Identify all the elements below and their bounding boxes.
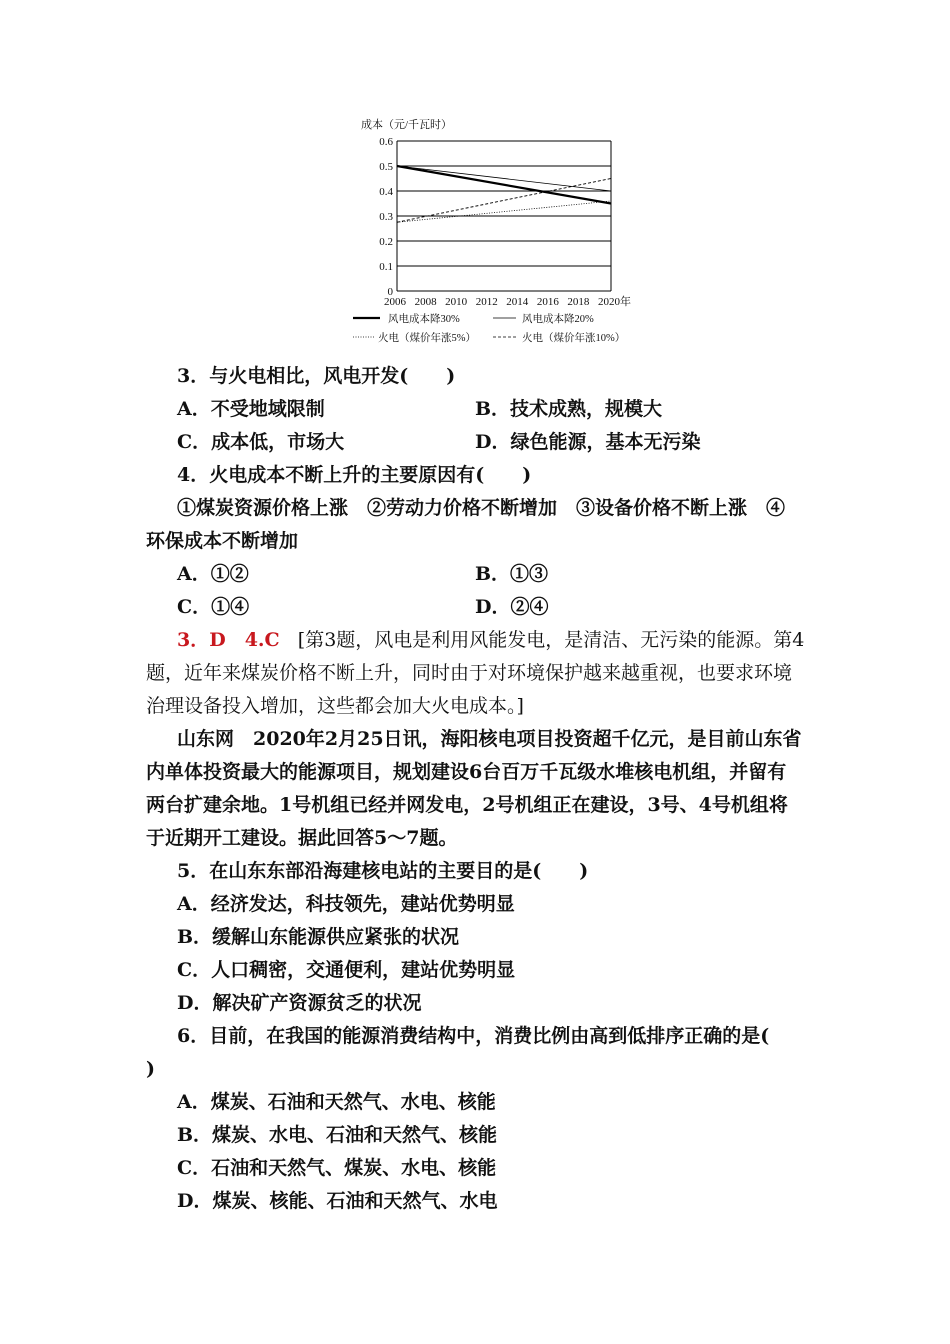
legend-label-wind-30: 风电成本降30%	[388, 314, 460, 325]
q5-option-a: A．经济发达，科技领先，建站优势明显	[177, 893, 515, 915]
x-tick-2014: 2014	[506, 296, 529, 308]
y-tick-0.4: 0.4	[379, 186, 393, 198]
legend-label-thermal-10: 火电（煤价年涨10%）	[522, 333, 626, 344]
chart-series	[397, 166, 611, 222]
q4-items-line2: 环保成本不断增加	[146, 530, 299, 552]
chart-legend	[353, 312, 625, 344]
passage-line4: 于近期开工建设。据此回答5～7题。	[146, 827, 458, 849]
q4-items-line1: ①煤炭资源价格上涨 ②劳动力价格不断增加 ③设备价格不断上涨 ④	[177, 497, 786, 519]
cost-line-chart	[352, 110, 652, 350]
q5-option-d: D．解决矿产资源贫乏的状况	[177, 992, 422, 1014]
q4-options-cd	[146, 591, 811, 624]
q5-stem: 5．在山东东部沿海建核电站的主要目的是( )	[177, 860, 589, 882]
passage-line1: 山东网 2020年2月25日讯，海阳核电项目投资超千亿元，是目前山东省	[177, 728, 802, 750]
series-line-2	[397, 201, 611, 222]
x-tick-labels	[384, 294, 631, 308]
y-tick-0.1: 0.1	[379, 261, 393, 273]
q3-options-ab	[146, 393, 811, 426]
y-tick-labels	[379, 136, 393, 298]
q4-option-c: C．①④	[177, 596, 250, 618]
y-axis-label: 成本（元/千瓦时）	[361, 119, 453, 131]
q3-option-c: C．成本低，市场大	[177, 431, 345, 453]
x-tick-2020年: 2020年	[598, 296, 631, 308]
x-tick-2018: 2018	[567, 296, 590, 308]
series-line-1	[397, 166, 611, 191]
q5-option-b: B．缓解山东能源供应紧张的状况	[177, 926, 460, 948]
q4-option-a: A．①②	[177, 563, 249, 585]
q4-option-d: D．②④	[475, 596, 549, 618]
x-tick-2016: 2016	[536, 296, 559, 308]
legend-label-wind-20: 风电成本降20%	[522, 314, 594, 325]
passage-line3: 两台扩建余地。1号机组已经并网发电，2号机组正在建设，3号、4号机组将	[146, 794, 788, 816]
q3-option-a: A．不受地域限制	[177, 398, 325, 420]
q3-option-d: D．绿色能源，基本无污染	[475, 431, 701, 453]
y-tick-0.5: 0.5	[379, 161, 393, 173]
q6-option-c: C．石油和天然气、煤炭、水电、核能	[177, 1157, 497, 1179]
x-tick-2012: 2012	[475, 296, 498, 308]
q6-stem-line2: )	[146, 1058, 155, 1080]
y-tick-0.6: 0.6	[379, 136, 393, 148]
x-tick-2006: 2006	[384, 296, 406, 308]
y-tick-0.3: 0.3	[379, 211, 393, 223]
answer-line3: 治理设备投入增加，这些都会加大火电成本。]	[146, 695, 524, 717]
x-tick-2008: 2008	[414, 296, 437, 308]
q6-option-b: B．煤炭、水电、石油和天然气、核能	[177, 1124, 498, 1146]
answer-line2: 题，近年来煤炭价格不断上升，同时由于对环境保护越来越重视，也要求环境	[146, 662, 793, 684]
q6-option-d: D．煤炭、核能、石油和天然气、水电	[177, 1190, 498, 1212]
y-tick-0.2: 0.2	[379, 236, 393, 248]
answer-line1	[146, 624, 811, 657]
document-body	[146, 360, 811, 1218]
q3-stem: 3．与火电相比，风电开发( )	[177, 365, 456, 387]
q4-options-ab	[146, 558, 811, 591]
answer-explanation-1: [第3题，风电是利用风能发电，是清洁、无污染的能源。第4	[297, 629, 805, 651]
legend-label-thermal-5: 火电（煤价年涨5%）	[378, 333, 476, 344]
answer-key: 3．D 4.C	[177, 629, 280, 651]
q3-option-b: B．技术成熟，规模大	[475, 398, 663, 420]
y-tick-0: 0	[387, 286, 393, 298]
q6-stem-line1: 6．目前，在我国的能源消费结构中，消费比例由高到低排序正确的是(	[177, 1025, 770, 1047]
q6-option-a: A．煤炭、石油和天然气、水电、核能	[177, 1091, 496, 1113]
x-tick-2010: 2010	[445, 296, 468, 308]
q5-option-c: C．人口稠密，交通便利，建站优势明显	[177, 959, 516, 981]
q4-stem: 4．火电成本不断上升的主要原因有( )	[177, 464, 532, 486]
q3-options-cd	[146, 426, 811, 459]
passage-line2: 内单体投资最大的能源项目，规划建设6台百万千瓦级水堆核电机组，并留有	[146, 761, 787, 783]
q4-option-b: B．①③	[475, 563, 549, 585]
